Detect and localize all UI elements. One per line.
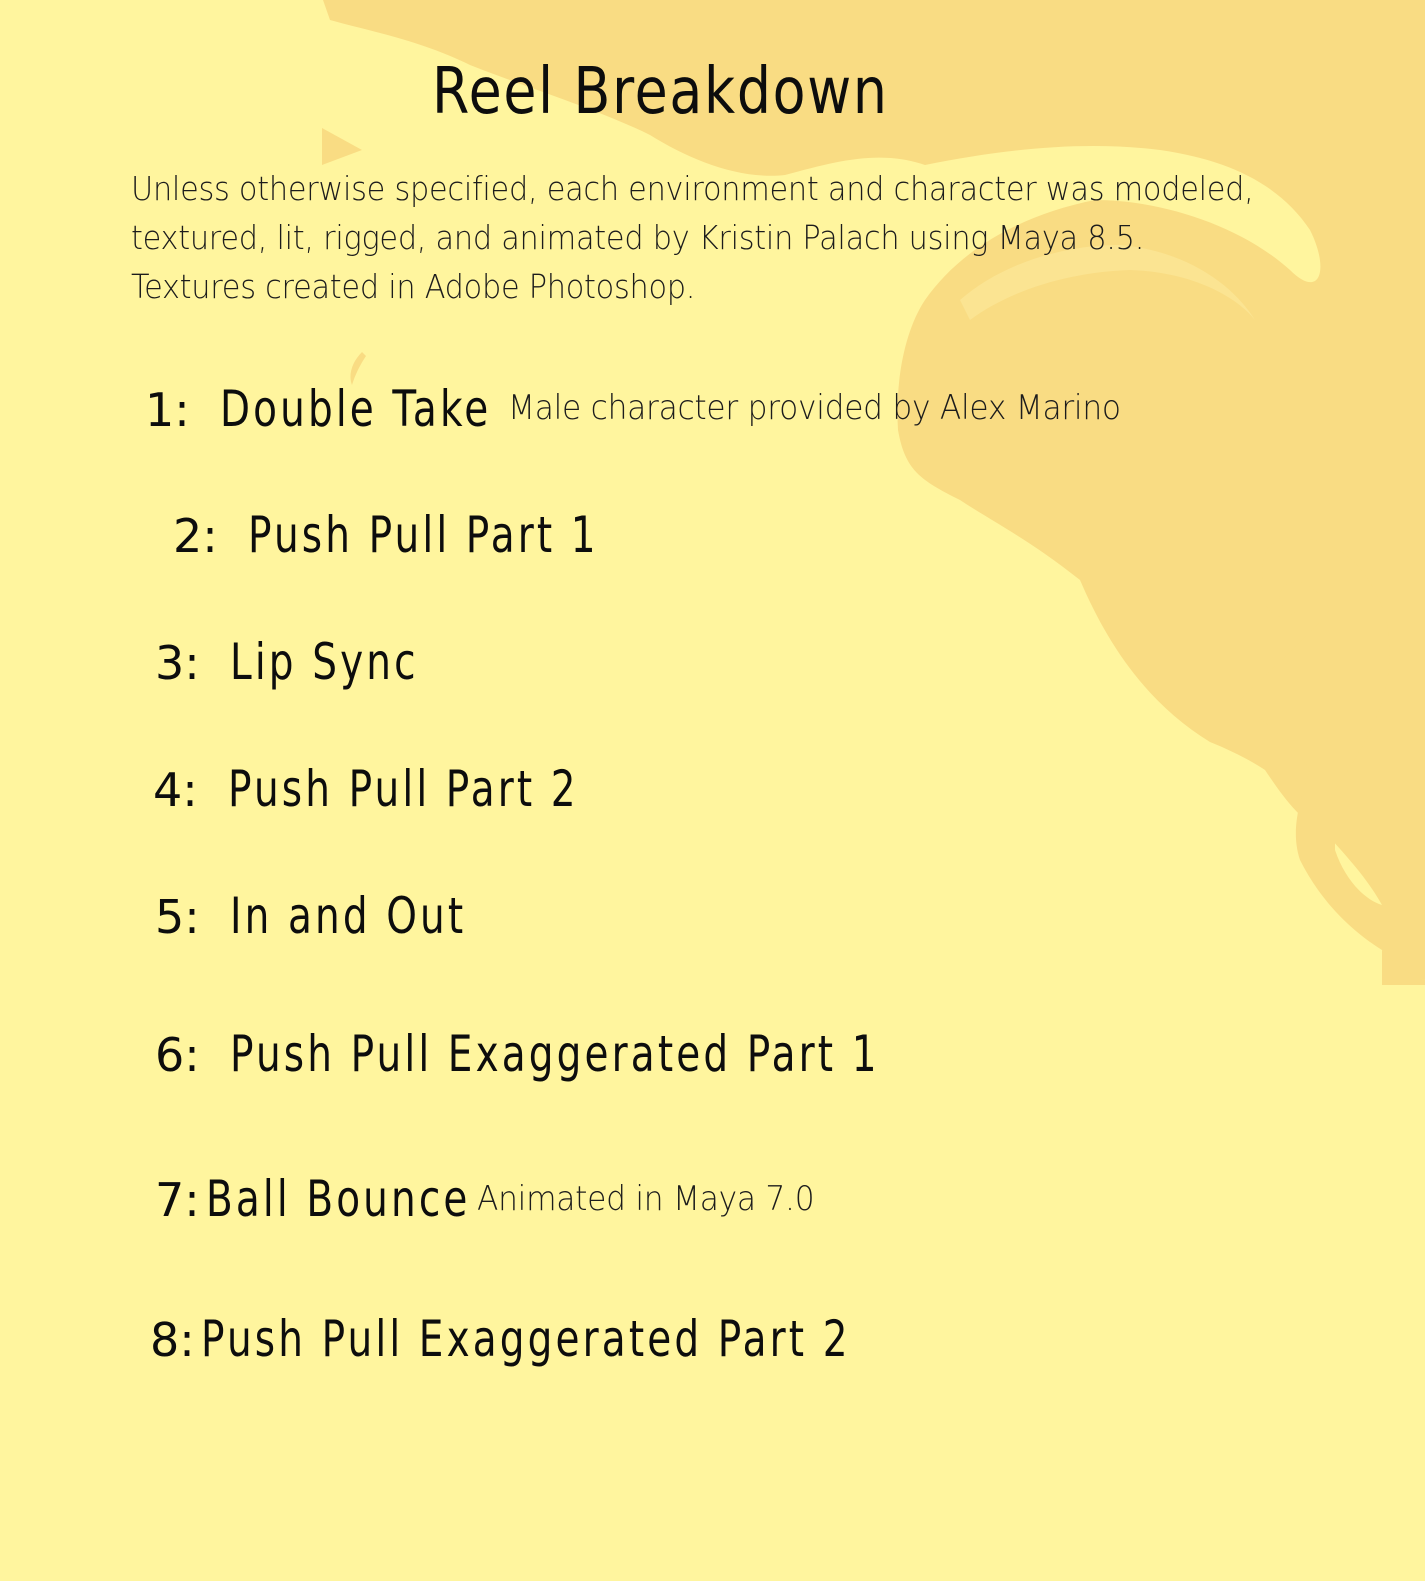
item-number: 2: <box>173 509 218 563</box>
item-number: 8: <box>150 1313 195 1367</box>
intro-line: Unless otherwise specified, each environment and character was modeled, <box>131 169 1254 208</box>
item-number: 1: <box>145 383 190 437</box>
reel-item-3 <box>155 633 472 691</box>
intro-line: textured, lit, rigged, and animated by Kristin Palach using Maya 8.5. <box>131 218 1145 257</box>
item-title: Lip Sync <box>229 633 419 691</box>
item-title: Push Pull Part 2 <box>227 760 579 818</box>
reel-item-1 <box>145 380 568 438</box>
reel-item-8 <box>150 1310 1034 1368</box>
item-title: Ball Bounce <box>205 1170 471 1228</box>
item-number: 5: <box>155 890 200 944</box>
item-number: 4: <box>153 763 198 817</box>
reel-item-2 <box>173 506 697 564</box>
item-number: 3: <box>155 636 200 690</box>
reel-item-7 <box>155 1170 545 1228</box>
intro-paragraph <box>131 164 1331 311</box>
item-title: Push Pull Exaggerated Part 1 <box>229 1025 880 1083</box>
item-title: In and Out <box>229 887 467 945</box>
reel-item-4 <box>153 760 677 818</box>
item-number: 6: <box>155 1028 200 1082</box>
item-number: 7: <box>155 1173 200 1227</box>
item-title: Push Pull Part 1 <box>247 506 599 564</box>
reel-item-6 <box>155 1025 1063 1083</box>
page-title: Reel Breakdown <box>432 55 889 129</box>
intro-line: Textures created in Adobe Photoshop. <box>131 267 696 306</box>
item-title: Push Pull Exaggerated Part 2 <box>200 1310 851 1368</box>
item-note: Animated in Maya 7.0 <box>477 1179 815 1219</box>
item-title: Double Take <box>219 380 492 438</box>
reel-item-5 <box>155 887 533 945</box>
item-note: Male character provided by Alex Marino <box>508 388 1121 428</box>
